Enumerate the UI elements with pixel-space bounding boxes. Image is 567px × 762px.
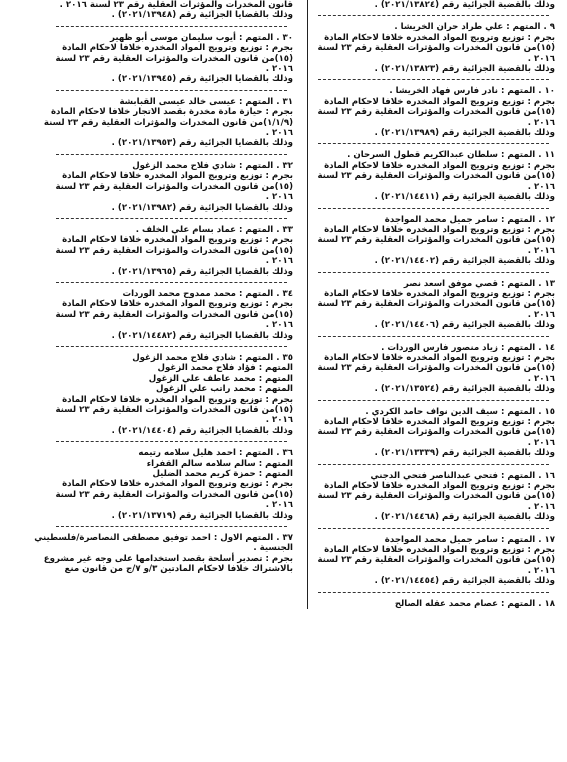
case-entry [50,161,293,213]
entry-line: وذلك بالقضية الجزائية رقم (٢٠٢١/١٤٤٠٢) . [374,256,555,267]
defendant-heading: ١٤ . المتهم : زياد منصور فارس الوردات . [381,342,555,353]
entry-divider [56,282,287,283]
case-entry [312,407,555,459]
entry-line: بجرم : توزيع وترويج المواد المخدره خلافا لاحكام المادة [324,352,555,363]
entry-line: (١٥)من قانون المخدرات والمؤثرات العقلية رقم ٢٣ لسنة [317,427,555,438]
entry-line: ٢٠١٦ . [527,565,555,576]
entry-line: وذلك بالقضايا الجزائية رقم (٢٠٢١/١٣٩٤٥) . [111,74,293,85]
case-entry [50,353,293,436]
entry-line: (١٥)من قانون المخدرات والمؤثرات العقلية رقم ٢٣ لسنة [317,171,555,182]
case-entry [50,448,293,521]
entry-divider [318,464,549,465]
defendant-heading: ٣٠ . المتهم : أيوب سليمان موسى أبو ظهير [109,32,293,43]
entry-divider [56,526,287,527]
entry-divider [318,208,549,209]
entry-line: وذلك بالقضايا الجزائية رقم (٢٠٢١/١٣٧١٩) . [111,510,293,521]
entry-line: بجرم : توزيع وترويج المواد المخدره خلافا لاحكام المادة [324,96,555,107]
entry-line: المتهم : سالم سلامه سالم القفراء [146,458,293,469]
entry-line: ٢٠١٦ . [265,128,293,139]
defendant-heading: ٣٣ . المتهم : عماد بسام علي الخلف . [135,224,293,235]
entry-divider [56,346,287,347]
entry-divider [56,26,287,27]
entry-line: وذلك بالقضية الجزائية رقم (٢٠٢١/١٣٨٢٣) . [374,64,555,75]
entry-divider [56,218,287,219]
entry-line: وذلك بالقضية الجزائية رقم (٢٠٢١/١٤٤١١) . [374,192,555,203]
entry-line: بجرم : توزيع وترويج المواد المخدره خلافا لاحكام المادة [324,160,555,171]
entry-line: (١٥)من قانون المخدرات والمؤثرات العقلية رقم ٢٣ لسنة [317,235,555,246]
entry-line: وذلك بالقضايا الجزائية رقم (٢٠٢١/١٣٩٨٢) . [111,202,293,213]
entry-line: الجنسية . [253,543,293,554]
entry-line: (١٥)من قانون المخدرات والمؤثرات العقلية رقم ٢٣ لسنة [317,555,555,566]
case-entry [312,0,555,10]
defendant-heading: ٩ . المتهم : علي طراد حران الخريشا . [394,22,555,33]
entry-line: (١٥)من قانون المخدرات والمؤثرات العقلية رقم ٢٣ لسنة [317,107,555,118]
entry-divider [318,272,549,273]
entry-line: قانون المخدرات والمؤثرات العقلية رقم ٢٣ لسنة ٢٠١٦ . [59,0,293,10]
entry-line: ٢٠١٦ . [265,256,293,267]
case-entry [312,535,555,587]
entry-line: وذلك بالقضايا الجزائية رقم (٢٠٢١/١٣٩٤٨) . [111,10,293,21]
entry-line: وذلك بالقضية الجزائية رقم (٢٠٢١/١٣٥٢٤) . [374,384,555,395]
entry-line: بجرم : توزيع وترويج المواد المخدره خلافا لاحكام المادة [62,299,293,310]
entry-line: بجرم : توزيع وترويج المواد المخدره خلافا لاحكام المادة [62,394,293,405]
case-entry [50,33,293,85]
entry-line: بجرم : توزيع وترويج المواد المخدره خلافا لاحكام المادة [62,171,293,182]
entry-line: (١٥)من قانون المخدرات والمؤثرات العقلية رقم ٢٣ لسنة [55,53,293,64]
entry-line: (١٥)من قانون المخدرات والمؤثرات العقلية رقم ٢٣ لسنة [317,491,555,502]
entry-line: وذلك بالقضية الجزائية رقم (٢٠٢١/١٤٤٦٨) . [374,512,555,523]
defendant-heading: ٣٤ . المتهم : محمد ممدوح محمد الوردات [122,288,293,299]
entry-divider [318,15,549,16]
entry-line: المتهم : حمزة كريم محمد الضليل [152,469,293,480]
entry-line: بجرم : توزيع وترويج المواد المخدره خلافا لاحكام المادة [324,481,555,492]
entry-divider [318,336,549,337]
entry-line: بجرم : توزيع وترويج المواد المخدره خلافا لاحكام المادة [324,32,555,43]
entry-line: (١٥)من قانون المخدرات والمؤثرات العقلية رقم ٢٣ لسنة [55,245,293,256]
defendant-heading: ٣٧ . المتهم الاول : احمد توفيق مصطفى النصاصرة/فلسطيني [34,533,293,544]
entry-divider [318,400,549,401]
defendant-heading: ١٠ . المتهم : نادر فارس فهاد الخريشا . [389,86,555,97]
entry-line: ٢٠١٦ . [527,53,555,64]
entry-line: (١/١/٩)من قانون المخدرات والمؤثرات العقلية رقم ٢٣ لسنة [43,117,293,128]
defendant-heading: ١٥ . المتهم : سيف الدين نواف حامد الكردي . [365,406,555,417]
entry-line: وذلك بالقضايا الجزائية رقم (٢٠٢١/١٣٩٥٣) . [111,138,293,149]
entry-line: وذلك بالقضايا الجزائية رقم (٢٠٢١/١٣٩٦٥) . [111,266,293,277]
entry-line: (١٥)من قانون المخدرات والمؤثرات العقلية رقم ٢٣ لسنة [55,489,293,500]
entry-line: وذلك بالقضايا الجزائية رقم (٢٠٢١/١٤٤٨٢) . [111,330,293,341]
entry-line: المتهم : محمد راتب علي الزغول [155,384,293,395]
entry-line: ٢٠١٦ . [527,373,555,384]
entry-line: (١٥)من قانون المخدرات والمؤثرات العقلية رقم ٢٣ لسنة [317,299,555,310]
entry-line: ٢٠١٦ . [265,415,293,426]
entry-line: بجرم : توزيع وترويج المواد المخدره خلافا لاحكام المادة [324,288,555,299]
entry-divider [318,79,549,80]
entry-line: ٢٠١٦ . [265,64,293,75]
case-entry [312,471,555,523]
entry-line: (١٥)من قانون المخدرات والمؤثرات العقلية رقم ٢٣ لسنة [55,405,293,415]
entry-line: ٢٠١٦ . [527,245,555,256]
entry-line: بجرم : توزيع وترويج المواد المخدره خلافا لاحكام المادة [324,545,555,556]
defendant-heading: ١٦ . المتهم : فتحي عبدالناصر فتحي الدجني [370,470,555,481]
defendant-heading: ٣٦ . المتهم : احمد هليل سلامه رتيمه [138,448,293,459]
entry-divider [318,592,549,593]
entry-line: بجرم : توزيع وترويج المواد المخدره خلافا لاحكام المادة [324,417,555,427]
case-entry [50,225,293,277]
entry-line: ٢٠١٦ . [527,309,555,320]
case-entry [312,279,555,331]
entry-divider [318,528,549,529]
entry-line: ٢٠١٦ . [527,181,555,192]
case-entry [312,150,555,202]
entry-line: ٢٠١٦ . [265,500,293,511]
case-entry [43,96,293,149]
entry-line: بجرم : توزيع وترويج المواد المخدره خلافا لاحكام المادة [62,43,293,54]
entry-line: وذلك بالقضية الجزائية رقم (٢٠٢١/١٣٨٢٤) . [374,0,555,10]
defendant-heading: ١٣ . المتهم : قصي موفق اسعد نصر [403,278,555,289]
entry-line: بجرم : تصدير أسلحة بقصد استخدامها على وجه غير مشروع [43,553,293,564]
entry-line: وذلك بالقضية الجزائية رقم (٢٠٢١/١٤٤٠٦) . [374,320,555,331]
case-entry [50,289,293,341]
defendant-heading: ١٢ . المتهم : سامر جميل محمد المواجدة [384,214,555,225]
right-column [307,0,555,609]
entry-line: (١٥)من قانون المخدرات والمؤثرات العقلية رقم ٢٣ لسنة [55,181,293,192]
defendant-heading: ١٧ . المتهم : سامر جميل محمد المواجدة [384,534,555,545]
case-entry [312,215,555,267]
entry-line: بالاشتراك خلافا لاحكام المادتين ٣/و ٧/ج من قانون منع [64,564,293,575]
case-entry [312,86,555,138]
entry-line: (١٥)من قانون المخدرات والمؤثرات العقلية رقم ٢٣ لسنة [317,43,555,54]
entry-line: بجرم : توزيع وترويج المواد المخدره خلافا لاحكام المادة [62,235,293,246]
entry-divider [56,441,287,442]
entry-line: وذلك بالقضايا الجزائية رقم (٢٠٢١/١٤٤٠٤) . [111,425,293,436]
entry-line: (١٥)من قانون المخدرات والمؤثرات العقلية رقم ٢٣ لسنة [317,363,555,374]
case-entry [312,343,555,395]
defendant-heading: ١١ . المتهم : سلطان عبدالكريم قطول السرحان . [347,150,555,161]
case-entry [34,533,293,575]
entry-line: ٢٠١٦ . [527,501,555,512]
defendant-heading: ١٨ . المتهم : عصام محمد عقله الصالح [394,598,555,609]
entry-line: وذلك بالقضية الجزائية رقم (٢٠٢١/١٣٩٨٩) . [374,128,555,139]
entry-divider [318,143,549,144]
left-column [34,0,293,762]
defendant-heading: ٣٢ . المتهم : شادي فلاح محمد الزغول [132,160,293,171]
entry-line: بجرم : توزيع وترويج المواد المخدره خلافا لاحكام المادة [324,224,555,235]
entry-line: وذلك بالقضية الجزائية رقم (٢٠٢١/١٤٤٥٤) . [374,576,555,587]
entry-divider [56,90,287,91]
case-entry [50,0,293,21]
case-entry [312,22,555,74]
entry-line: ٢٠١٦ . [527,437,555,448]
entry-line: (١٥)من قانون المخدرات والمؤثرات العقلية رقم ٢٣ لسنة [55,309,293,320]
case-entry [312,599,555,609]
entry-line: بجرم : توزيع وترويج المواد المخدره خلافا لاحكام المادة [62,479,293,490]
entry-line: بجرم : حيازة مادة مخدرة بقصد الاتجار خلافا لاحكام المادة [50,107,293,118]
entry-line: ٢٠١٦ . [527,117,555,128]
defendant-heading: ٣٥ . المتهم : شادي فلاح محمد الزغول [132,352,293,363]
entry-divider [56,154,287,155]
entry-line: وذلك بالقضية الجزائية رقم (٢٠٢١/١٣٣٣٩) . [374,448,555,459]
entry-line: ٢٠١٦ . [265,192,293,203]
entry-line: المتهم : فؤاد فلاح محمد الزغول [157,363,293,374]
entry-line: ٢٠١٦ . [265,320,293,331]
entry-line: المتهم : محمد عاطف علي الزغول [148,373,293,384]
defendant-heading: ٣١ . المتهم : عيسى خالد عيسى القبابشة [119,96,293,107]
